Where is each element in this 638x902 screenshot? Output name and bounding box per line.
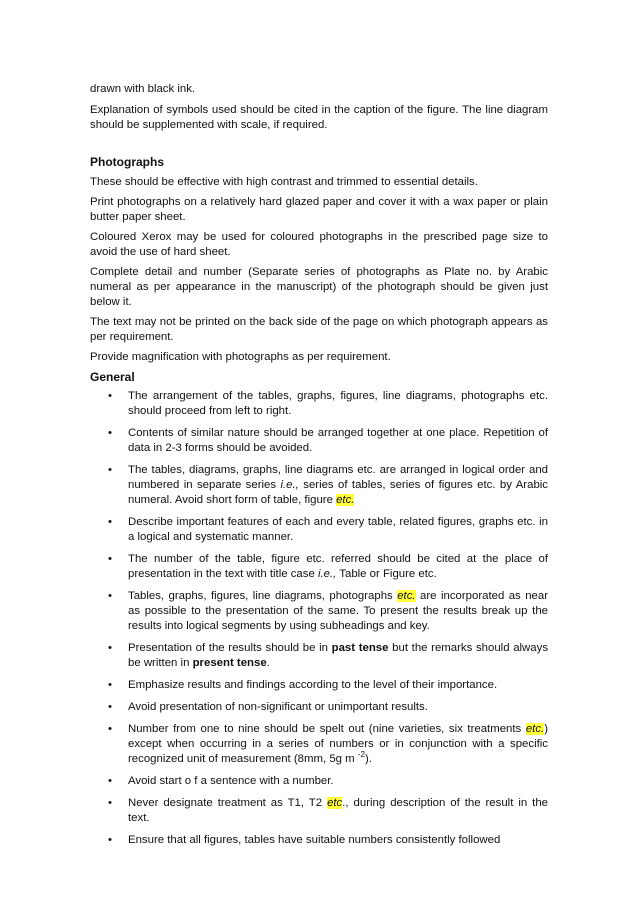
list-item-text: The arrangement of the tables, graphs, figures, line diagrams, photographs etc. should proceed from left to right. — [128, 390, 548, 417]
list-item-text: Contents of similar nature should be arranged together at one place. Repetition of data in 2-3 forms should be avoided. — [128, 427, 548, 454]
photo-paragraph-6: Provide magnification with photographs as per requirement. — [90, 351, 391, 363]
highlighted-text: etc — [327, 797, 343, 809]
list-item — [90, 463, 548, 508]
superscript: -2 — [357, 750, 365, 760]
list-item — [90, 700, 548, 715]
italic-text: i.e., — [317, 568, 337, 580]
list-item — [90, 678, 548, 693]
list-item — [90, 833, 548, 848]
bullet-icon: • — [108, 834, 112, 846]
list-item — [90, 722, 548, 767]
highlighted-text: etc. — [525, 723, 545, 735]
bold-text: past tense — [331, 642, 389, 654]
photographs-heading: Photographs — [90, 155, 164, 169]
document-page — [90, 82, 548, 855]
intro-line: drawn with black ink. — [90, 83, 196, 95]
list-item-text: ) except when occurring in a series of numbers or in conjunction with a specific recognized unit of measurement (8mm, 5g m — [128, 723, 548, 765]
list-item-text: Ensure that all figures, tables have suitable numbers consistently followed — [128, 834, 501, 846]
list-item — [90, 641, 548, 671]
bold-text: present tense — [192, 657, 267, 669]
bullet-icon: • — [108, 679, 112, 691]
list-item — [90, 426, 548, 456]
list-item-text: are incorporated as near as possible to the presentation of the same. To present the results break up the results into logical segments by using subheadings and key. — [128, 590, 549, 632]
list-item-text: series of tables, series of figures etc. by Arabic numeral. Avoid short form of table, figure — [128, 479, 548, 506]
photo-paragraph-2: Print photographs on a relatively hard glazed paper and cover it with a wax paper or plain butter paper sheet. — [90, 196, 548, 223]
bullet-icon: • — [108, 642, 112, 654]
highlighted-text: etc. — [336, 494, 355, 506]
list-item-text: Emphasize results and findings according to the level of their importance. — [128, 679, 498, 691]
bullet-icon: • — [108, 464, 112, 476]
list-item-text: Tables, graphs, figures, line diagrams, photographs — [128, 590, 398, 602]
list-item — [90, 774, 548, 789]
bullet-icon: • — [108, 590, 112, 602]
bullet-icon: • — [108, 775, 112, 787]
list-item — [90, 796, 548, 826]
list-item-text: Table or Figure etc. — [336, 568, 437, 580]
bullet-icon: • — [108, 390, 112, 402]
list-item-text: Avoid presentation of non-significant or unimportant results. — [128, 701, 428, 713]
list-item — [90, 552, 548, 582]
list-item — [90, 389, 548, 419]
list-item-text: . — [266, 657, 270, 669]
intro-paragraph: Explanation of symbols used should be cited in the caption of the figure. The line diagram should be supplemented with scale, if required. — [90, 104, 548, 131]
general-heading: General — [90, 370, 135, 384]
list-item-text: Presentation of the results should be in — [128, 642, 332, 654]
bullet-icon: • — [108, 516, 112, 528]
list-item-text: The tables, diagrams, graphs, line diagrams etc. are arranged in logical order and numbered in separate series — [128, 464, 548, 491]
list-item-text: The number of the table, figure etc. referred should be cited at the place of presentation in the text with title case — [128, 553, 548, 580]
bullet-icon: • — [108, 553, 112, 565]
bullet-icon: • — [108, 701, 112, 713]
photo-paragraph-3: Coloured Xerox may be used for coloured photographs in the prescribed page size to avoid the use of hard sheet. — [90, 231, 548, 258]
italic-text: i.e., — [280, 479, 299, 491]
list-item-text: ., during description of the result in the text. — [128, 797, 548, 824]
list-item-text: Describe important features of each and every table, related figures, graphs etc. in a logical and systematic manner. — [128, 516, 548, 543]
bullet-icon: • — [108, 797, 112, 809]
highlighted-text: etc. — [397, 590, 416, 602]
photo-paragraph-1: These should be effective with high contrast and trimmed to essential details. — [90, 176, 478, 188]
list-item — [90, 515, 548, 545]
list-item-text: Number from one to nine should be spelt out (nine varieties, six treatments — [128, 723, 526, 735]
list-item-text: ). — [364, 753, 372, 765]
photo-paragraph-4: Complete detail and number (Separate series of photographs as Plate no. by Arabic numeral as per appearance in the manuscript) of the photograph should be given just below it. — [90, 266, 548, 308]
list-item-text: but the remarks should always be written in — [128, 642, 549, 669]
list-item-text: Never designate treatment as T1, T2 — [128, 797, 328, 809]
list-item-text: Avoid start o f a sentence with a number. — [128, 775, 334, 787]
photo-paragraph-5: The text may not be printed on the back side of the page on which photograph appears as per requirement. — [90, 316, 548, 343]
list-item — [90, 589, 548, 634]
bullet-icon: • — [108, 427, 112, 439]
bullet-icon: • — [108, 723, 112, 735]
general-list — [90, 389, 548, 848]
